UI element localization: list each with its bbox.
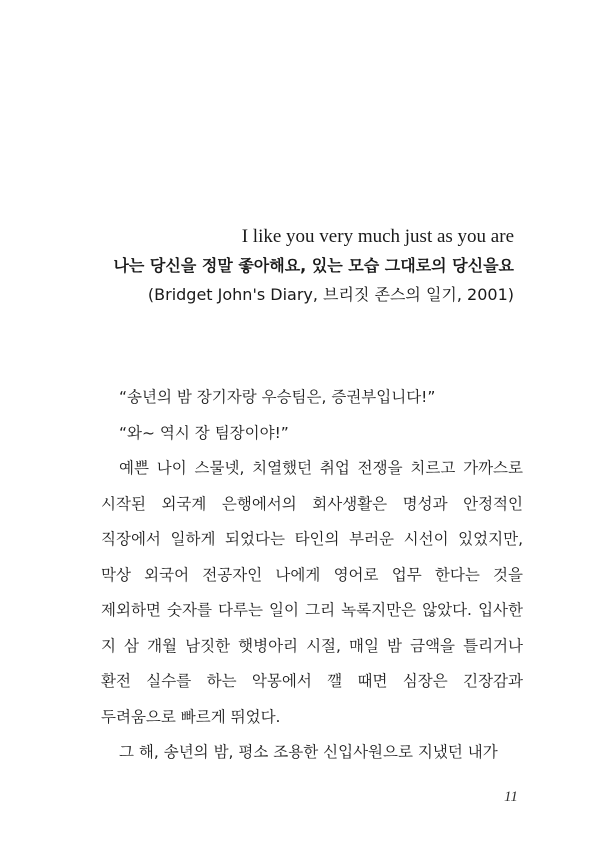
epigraph [113, 222, 514, 309]
paragraph: 예쁜 나이 스물넷, 치열했던 취업 전쟁을 치르고 가까스로 시작된 외국계 은행에서의 회사생활은 명성과 안정적인 직장에서 일하게 되었다는 타인의 부러운 시선이 있었지만, 막상 외국어 전공자인 나에게 영어로 업무 한다는 것을 제외하면 숫자를 다루는 일이 그리 녹록지만은 않았다. 입사한 지 삼 개월 남짓한 햇병아리 시절, 매일 밤 금액을 틀리거나 환전 실수를 하는 악몽에서 깰 때면 심장은 긴장감과 두려움으로 빠르게 뛰었다. [101, 459, 523, 726]
page-number: 11 [504, 789, 518, 805]
epigraph-english: I like you very much just as you are [241, 226, 514, 247]
epigraph-korean: 나는 당신을 정말 좋아해요, 있는 모습 그대로의 당신을요 [113, 256, 514, 275]
paragraph: “와~ 역시 장 팀장이야!” [119, 423, 289, 442]
epigraph-source: (Bridget John's Diary, 브리짓 존스의 일기, 2001) [147, 285, 514, 304]
paragraph: 그 해, 송년의 밤, 평소 조용한 신입사원으로 지냈던 내가 [119, 743, 498, 761]
body-text [101, 380, 523, 771]
paragraph: “송년의 밤 장기자랑 우승팀은, 증권부입니다!” [119, 388, 436, 406]
